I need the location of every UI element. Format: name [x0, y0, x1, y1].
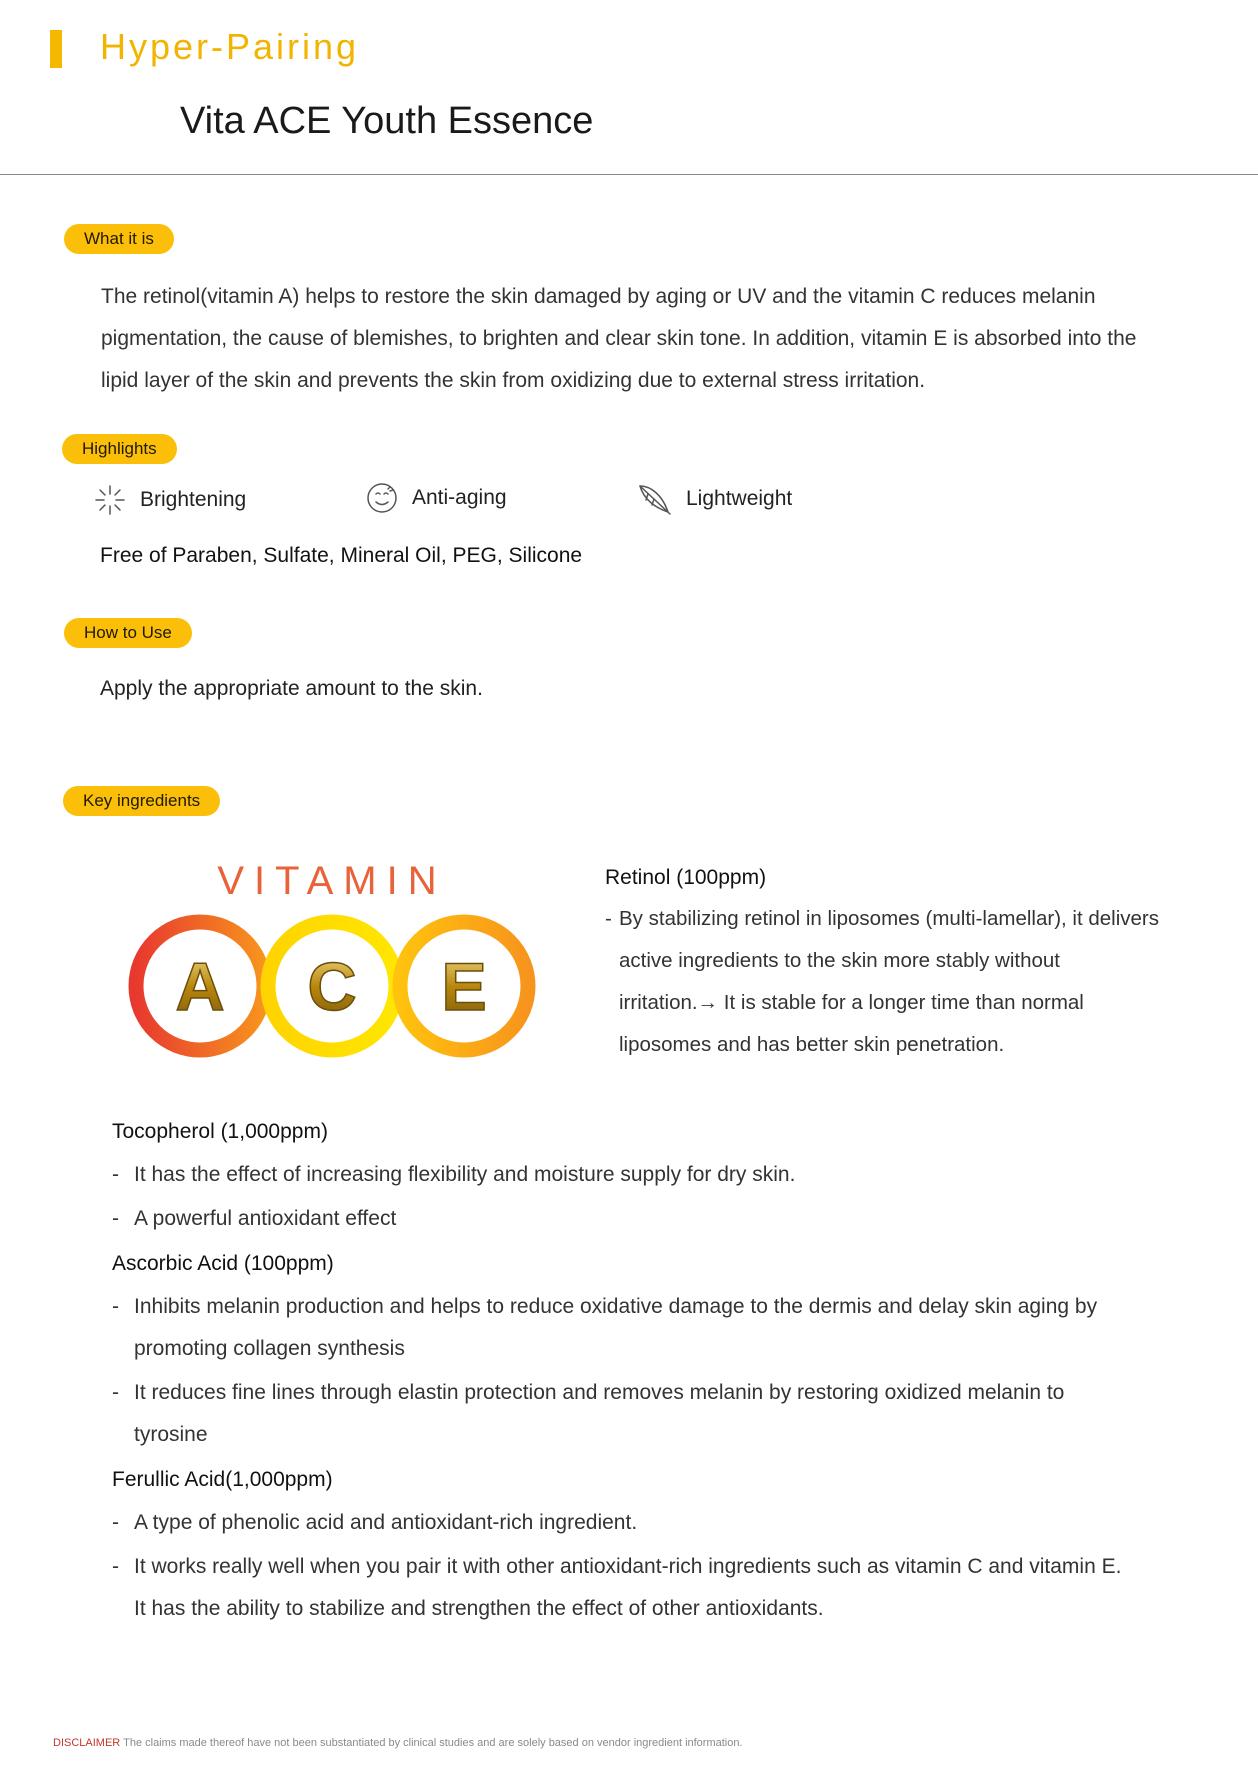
disclaimer-label: DISCLAIMER	[53, 1737, 121, 1749]
list-item	[112, 1502, 1212, 1544]
free-of-statement: Free of Paraben, Sulfate, Mineral Oil, PEG, Silicone	[100, 544, 583, 567]
bullet-dash: -	[605, 907, 612, 930]
header-divider	[0, 174, 1258, 175]
highlight-label: Anti-aging	[412, 486, 507, 509]
list-item	[112, 1546, 1212, 1630]
tocopherol-bullets	[112, 1154, 1212, 1240]
list-item	[112, 1154, 1212, 1196]
ascorbic-bullets	[112, 1286, 1212, 1456]
sparkle-icon	[94, 484, 126, 516]
description-line: pigmentation, the cause of blemishes, to brighten and clear skin tone. In addition, vitamin E is absorbed into the	[101, 327, 1137, 350]
retinol-description	[605, 898, 1215, 1066]
logo-letter-a: A	[175, 949, 225, 1025]
disclaimer-text: The claims made thereof have not been substantiated by clinical studies and are solely based on vendor ingredient information.	[123, 1737, 743, 1749]
list-item	[112, 1372, 1212, 1456]
ingredient-name-ferulic-acid: Ferullic Acid(1,000ppm)	[112, 1468, 333, 1491]
vitamin-ace-logo	[116, 850, 556, 1070]
section-label-highlights: Highlights	[62, 434, 177, 464]
feather-icon	[636, 482, 672, 516]
highlight-brightening	[94, 484, 246, 516]
retinol-line: By stabilizing retinol in liposomes (multi-lamellar), it delivers	[619, 907, 1160, 930]
section-label-key-ingredients: Key ingredients	[63, 786, 220, 816]
highlight-anti-aging	[366, 482, 507, 514]
disclaimer	[53, 1737, 743, 1749]
ingredient-name-tocopherol: Tocopherol (1,000ppm)	[112, 1120, 328, 1143]
description-line: The retinol(vitamin A) helps to restore the skin damaged by aging or UV and the vitamin C reduces melanin	[101, 285, 1096, 308]
section-label-what-it-is: What it is	[64, 224, 174, 254]
bullet-line: promoting collagen synthesis	[134, 1337, 405, 1360]
bullet-line: tyrosine	[134, 1423, 208, 1446]
list-item	[112, 1198, 1212, 1240]
highlight-label: Brightening	[140, 488, 247, 511]
what-it-is-description	[101, 276, 1136, 402]
logo-letter-e: E	[441, 949, 487, 1025]
bullet-line: A powerful antioxidant effect	[134, 1207, 397, 1230]
bullet-dash: -	[112, 1381, 119, 1404]
ingredient-name-ascorbic-acid: Ascorbic Acid (100ppm)	[112, 1252, 334, 1275]
retinol-line: liposomes and has better skin penetration.	[619, 1033, 1005, 1056]
highlight-lightweight	[636, 482, 792, 516]
section-label-how-to-use: How to Use	[64, 618, 192, 648]
bullet-dash: -	[112, 1163, 119, 1186]
bullet-line: It has the ability to stabilize and strengthen the effect of other antioxidants.	[134, 1597, 824, 1620]
bullet-line: It works really well when you pair it with other antioxidant-rich ingredients such as vitamin C and vitamin E.	[134, 1555, 1122, 1578]
bullet-line: Inhibits melanin production and helps to reduce oxidative damage to the dermis and delay skin aging by	[134, 1295, 1098, 1318]
logo-letter-c: C	[307, 949, 357, 1025]
page-title: Vita ACE Youth Essence	[180, 100, 594, 142]
bullet-line: It has the effect of increasing flexibility and moisture supply for dry skin.	[134, 1163, 796, 1186]
bullet-dash: -	[112, 1207, 119, 1230]
ferulic-bullets	[112, 1502, 1212, 1630]
brand-name: Hyper-Pairing	[100, 26, 360, 67]
retinol-line: active ingredients to the skin more stably without	[619, 949, 1060, 972]
list-item	[112, 1286, 1212, 1370]
bullet-dash: -	[112, 1295, 119, 1318]
bullet-dash: -	[112, 1555, 119, 1578]
face-icon	[366, 482, 398, 514]
bullet-dash: -	[112, 1511, 119, 1534]
how-to-use-text: Apply the appropriate amount to the skin.	[100, 677, 483, 700]
ingredient-name-retinol: Retinol (100ppm)	[605, 866, 767, 889]
bullet-line: A type of phenolic acid and antioxidant-rich ingredient.	[134, 1511, 638, 1534]
logo-word: VITAMIN	[217, 859, 447, 903]
bullet-line: It reduces fine lines through elastin protection and removes melanin by restoring oxidized melanin to	[134, 1381, 1065, 1404]
brand-accent-bar	[50, 30, 62, 68]
description-line: lipid layer of the skin and prevents the skin from oxidizing due to external stress irritation.	[101, 369, 926, 392]
retinol-line: irritation.→ It is stable for a longer time than normal	[619, 991, 1084, 1014]
highlight-label: Lightweight	[686, 487, 793, 510]
